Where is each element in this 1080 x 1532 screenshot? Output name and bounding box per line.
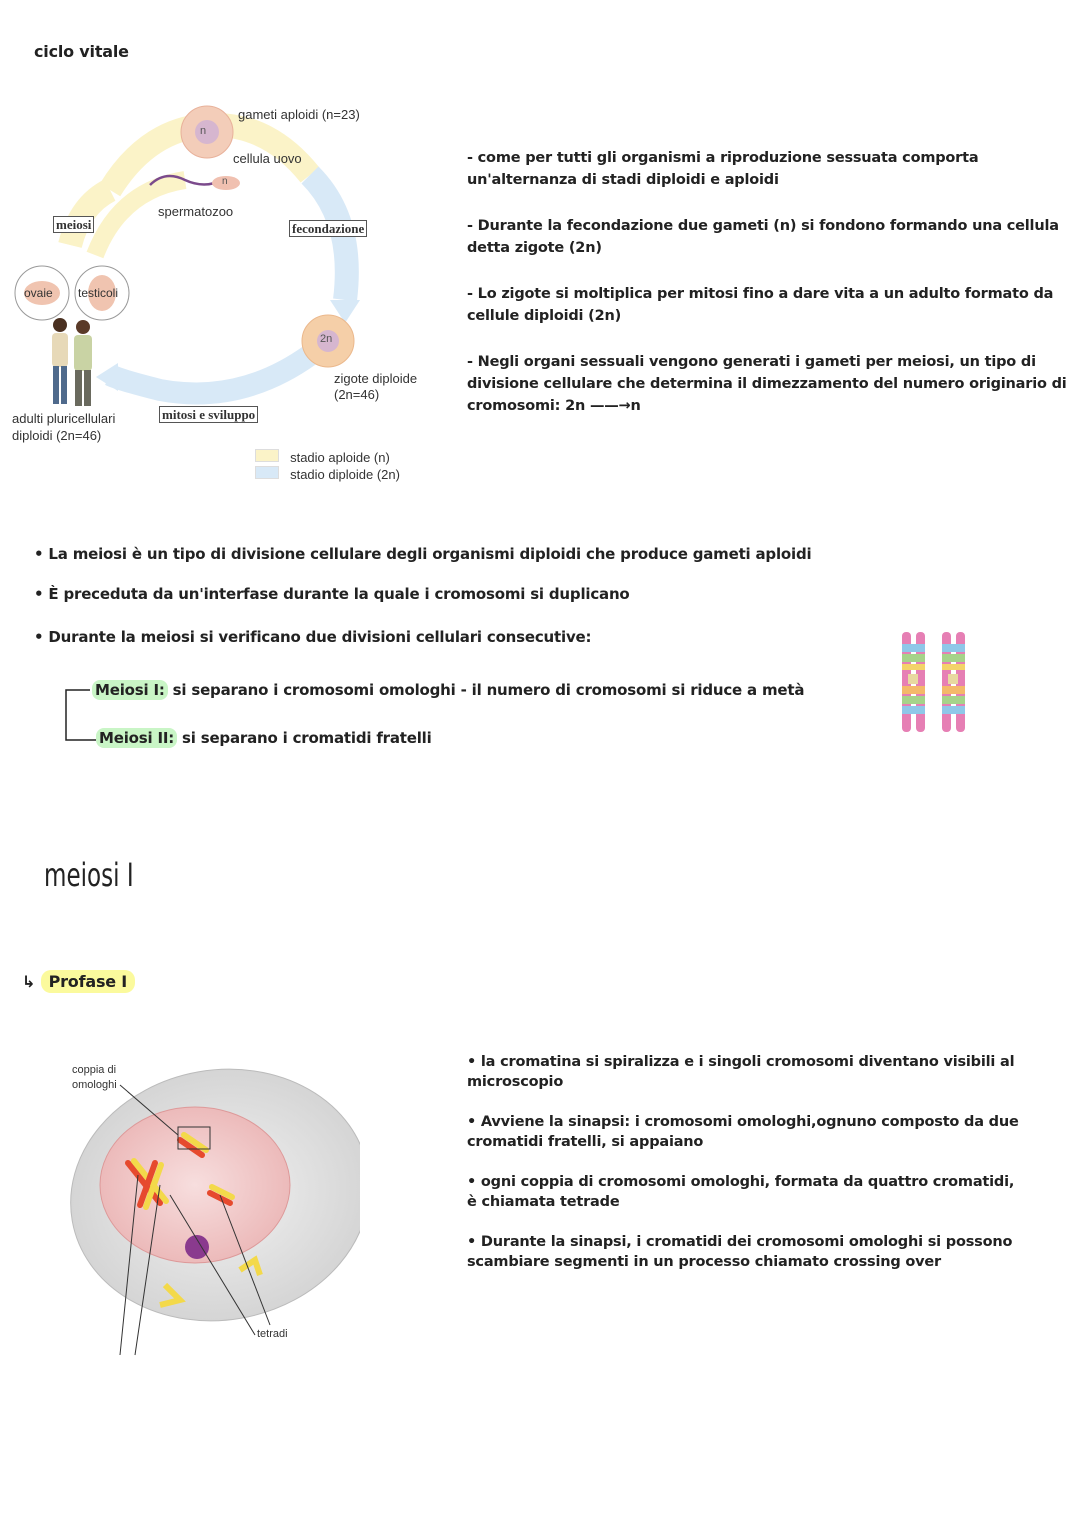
diploid-arc-bottom [110,355,310,393]
branch-bracket [60,660,100,750]
chromosome-left [902,632,925,732]
legend-haploid: stadio aploide (n) [255,447,390,466]
page-title: ciclo vitale [34,42,129,61]
pair-label-line1: coppia di [72,1064,117,1076]
prophase-cell-diagram [60,1055,360,1365]
chromosome-right [942,632,965,732]
meiosis-1-text: si separano i cromosomi omologhi - il numero di cromosomi si riduce a metà [167,681,805,699]
subsection-heading [22,972,135,991]
meiosis-2-text: si separano i cromatidi fratelli [177,729,432,747]
prophase-label: Profase I [41,970,135,993]
prophase-cell-graphic [60,1055,360,1365]
meiosis-point-3: • Durante la meiosi si verificano due divisioni cellulari consecutive: [34,628,592,646]
cycle-note-1: - come per tutti gli organismi a riproduzione sessuata comporta un'alternanza di stadi diploidi e aploidi [467,150,979,188]
legend-diploid: stadio diploide (2n) [255,464,400,483]
sperm-n-label: n [222,176,228,187]
prophase-note-3: • ogni coppia di cromosomi omologhi, formata da quattro cromatidi, è chiamata tetrade [467,1174,1015,1210]
prophase-note-4: • Durante la sinapsi, i cromatidi dei cromosomi omologhi si possono scambiare segmenti in un processo chiamato crossing over [467,1234,1013,1270]
adults-label-line1: adulti pluricellulari [12,411,116,426]
cycle-note-2: - Durante la fecondazione due gameti (n) si fondono formando una cellula detta zigote (2n) [467,218,1059,256]
subsection-arrow-icon: ↳ [22,972,36,991]
testes-label: testicoli [78,286,119,300]
ovary-label: ovaie [24,286,53,300]
cycle-note-4: - Negli organi sessuali vengono generati i gameti per meiosi, un tipo di divisione cellulare che determina il dimezzamento del numero originario di cromosomi: 2n ——→n [467,354,1067,414]
gametes-label: gameti aploidi (n=23) [238,107,360,122]
sperm-label: spermatozoo [158,204,234,219]
meiosis-point-1: • La meiosi è un tipo di divisione cellulare degli organismi diploidi che produce gameti aploidi [34,545,812,563]
adults-figure [52,318,92,406]
prophase-note-1: • la cromatina si spiralizza e i singoli cromosomi diventano visibili al microscopio [467,1054,1015,1090]
prophase-note-2: • Avviene la sinapsi: i cromosomi omologhi,ognuno composto da due cromatidi fratelli, si appaiano [467,1114,1019,1150]
meiosis-box: meiosi [53,216,94,233]
life-cycle-graphic [0,95,440,485]
mitosis-box: mitosi e sviluppo [159,406,258,423]
section-title: meiosi I [44,856,134,894]
fertilization-box: fecondazione [289,220,367,237]
pair-label-line2: omologhi [72,1079,117,1091]
zygote-label-line2: (2n=46) [334,387,380,402]
life-cycle-diagram [0,95,440,485]
cycle-notes [467,147,1067,417]
meiosis-2-tag: Meiosi II: [96,728,177,748]
prophase-notes [467,1052,1027,1272]
tetrad-label: tetradi [257,1328,288,1340]
egg-n-label: n [200,125,207,137]
egg-label: cellula uovo [233,151,302,166]
legend-haploid-swatch [255,449,279,462]
chromosome-pair-graphic [896,628,976,736]
zygote-label-line1: zigote diploide [334,371,418,386]
branch-meiosis-1 [92,681,804,699]
meiosis-point-2: • È preceduta da un'interfase durante la quale i cromosomi si duplicano [34,585,630,603]
branch-meiosis-2 [96,729,432,747]
diploid-arc-right [310,175,347,300]
zygote-2n-label: 2n [320,333,333,345]
adults-label-line2: diploidi (2n=46) [12,428,102,443]
cycle-note-3: - Lo zigote si moltiplica per mitosi fino a dare vita a un adulto formato da cellule diploidi (2n) [467,286,1054,324]
meiosis-1-tag: Meiosi I: [92,680,168,700]
legend-diploid-swatch [255,466,279,479]
